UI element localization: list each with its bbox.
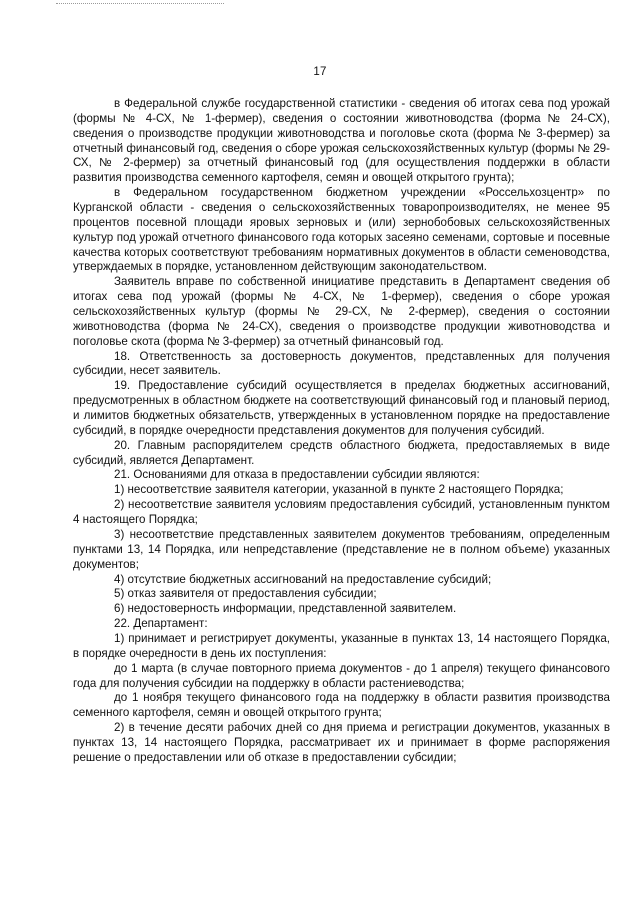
paragraph-18-responsibility: 18. Ответственность за достоверность документов, представленных для получения субсидии, несет заявитель. — [73, 349, 610, 378]
deadline-march: до 1 марта (в случае повторного приема документов - до 1 апреля) текущего финансового года для получения субсидии на поддержку в области растениеводства; — [73, 661, 610, 690]
scan-artifact-line — [56, 3, 224, 4]
refusal-ground-3: 3) несоответствие представленных заявителем документов требованиям, определенным пунктами 13, 14 Порядка, или непредставление (представление не в полном объеме) указанных документов; — [73, 527, 610, 571]
paragraph-19-budget-limits: 19. Предоставление субсидий осуществляется в пределах бюджетных ассигнований, предусмотренных в областном бюджете на соответствующий финансовый год и плановый период, и лимитов бюджетных обязательств, утвержденных в установленном порядке на предоставление субсидий, в порядке очередности представления документов для получения субсидий. — [73, 379, 610, 437]
paragraph-applicant-initiative: Заявитель вправе по собственной инициативе представить в Департамент сведения об итогах сева под урожай (формы № 4-СХ, № 1-фермер), сведения о сборе урожая сельскохозяйственных культур (формы № 29-СХ, № 2-фермер), сведения о состоянии животноводства (форма № 24-СХ), сведения о производстве продукции животноводства и поголовье скота (форма № 3-фермер) за отчетный финансовый год. — [73, 275, 610, 348]
paragraph-20-chief-administrator: 20. Главным распорядителем средств областного бюджета, предоставляемых в виде субсидий, является Департамент. — [73, 438, 610, 467]
refusal-ground-6: 6) недостоверность информации, представленной заявителем. — [114, 602, 457, 616]
document-body — [73, 97, 610, 766]
department-duty-1: 1) принимает и регистрирует документы, указанные в пунктах 13, 14 настоящего Порядка, в порядке очередности в день их поступления: — [73, 631, 610, 660]
page-number: 17 — [313, 66, 327, 78]
department-duty-2: 2) в течение десяти рабочих дней со дня приема и регистрации документов, указанных в пунктах 13, 14 настоящего Порядка, рассматривает их и принимает в форме распоряжения решение о предоставлении или об отказе в предоставлении субсидии; — [73, 721, 610, 764]
refusal-ground-1: 1) несоответствие заявителя категории, указанной в пункте 2 настоящего Порядка; — [114, 483, 564, 497]
refusal-ground-4: 4) отсутствие бюджетных ассигнований на предоставление субсидий; — [114, 572, 492, 586]
refusal-ground-5: 5) отказ заявителя от предоставления субсидии; — [114, 587, 377, 601]
refusal-ground-2: 2) несоответствие заявителя условиям предоставления субсидий, установленным пунктом 4 настоящего Порядка; — [73, 498, 610, 527]
paragraph-rosstat: в Федеральной службе государственной статистики - сведения об итогах сева под урожай (формы № 4-СХ, № 1-фермер), сведения о состоянии животноводства (форма № 24-СХ), сведения о производстве продукции животноводства и поголовье скота (форма № 3-фермер) за отчетный финансовый год, сведения о сборе урожая сельскохозяйственных культур (формы № 29-СХ, № 2-фермер) за отчетный финансовый год (для осуществления поддержки в области развития производства семенного картофеля, семян и овощей открытого грунта); — [73, 97, 610, 185]
paragraph-rosselkhozcenter: в Федеральном государственном бюджетном учреждении «Россельхозцентр» по Курганской области - сведения о сельскохозяйственных товаропроизводителях, не менее 95 процентов посевной площади яровых зерновых и (или) зернобобовых сельскохозяйственных культур под урожай отчетного финансового года которых засеяно семенами, сортовые и посевные качества которых соответствуют требованиям нормативных документов в области семеноводства, утверждаемых в порядке, установленном действующим законодательством. — [73, 186, 610, 274]
paragraph-22-department: 22. Департамент: — [114, 617, 208, 631]
deadline-november: до 1 ноября текущего финансового года на поддержку в области развития производства семенного картофеля, семян и овощей открытого грунта; — [73, 691, 610, 720]
paragraph-21-refusal-grounds: 21. Основаниями для отказа в предоставлении субсидии являются: — [114, 468, 480, 482]
